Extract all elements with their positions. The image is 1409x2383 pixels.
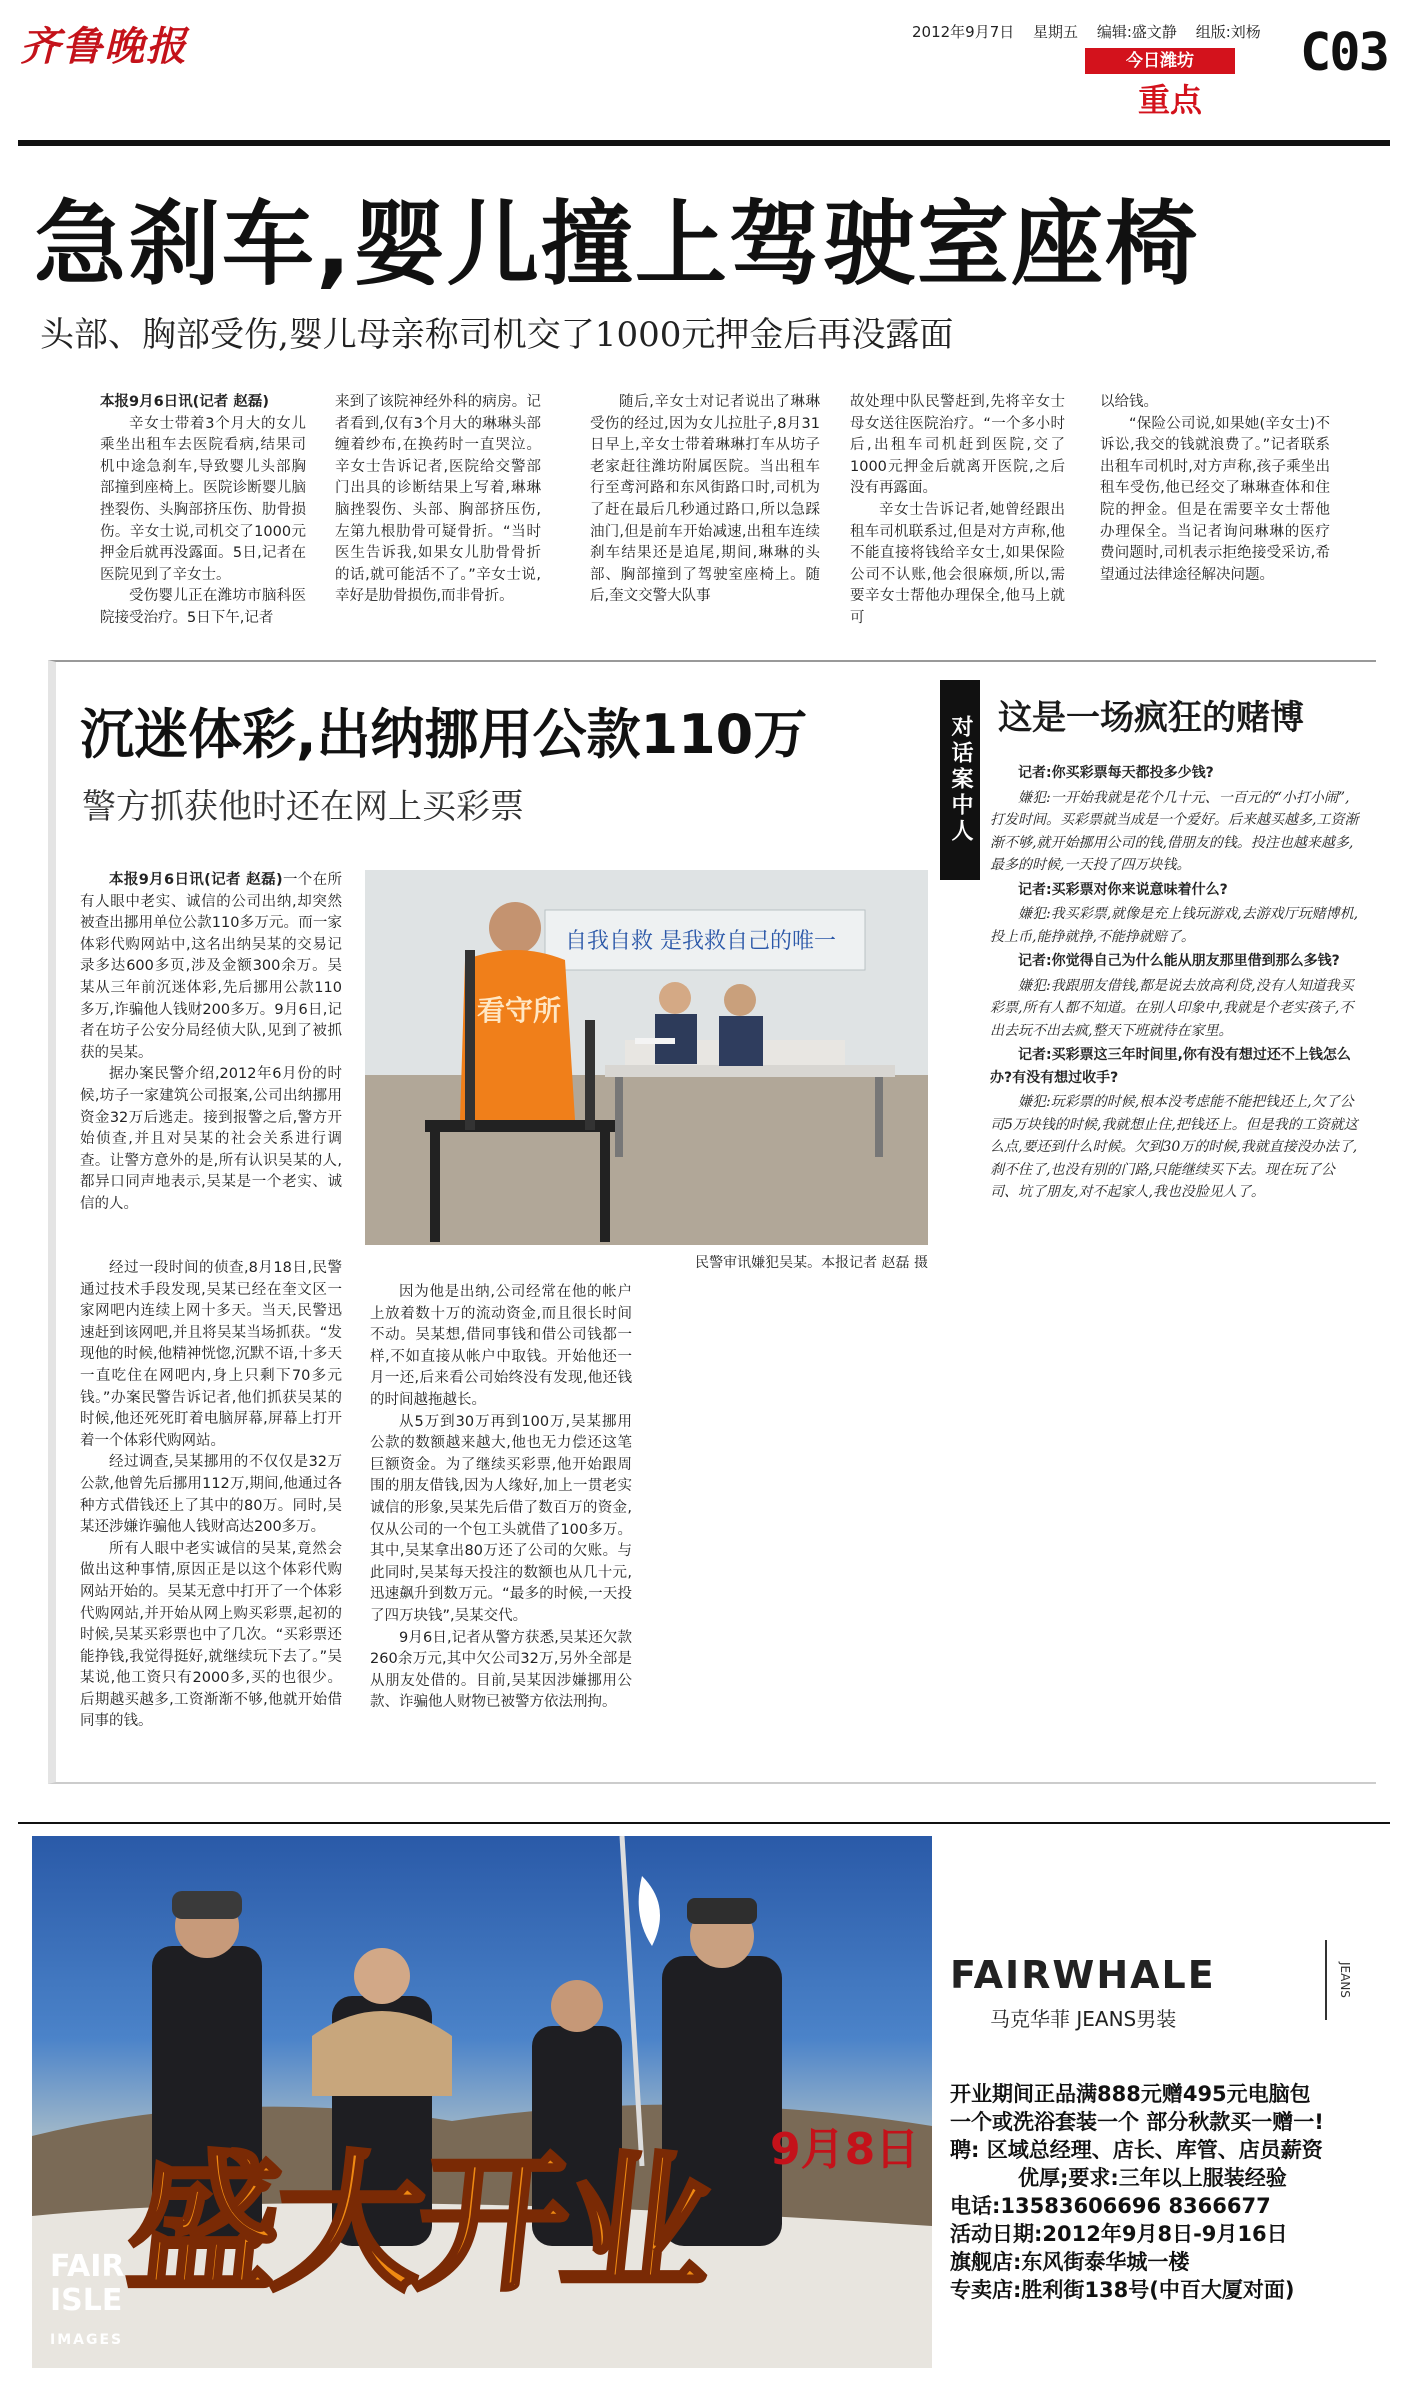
story1-paragraph: 辛女士告诉记者,她曾经跟出租车司机联系过,但是对方声称,他不能直接将钱给辛女士,如果保险公司不认账,他会很麻烦,所以,需要辛女士帮他办理保全,他马上就可 bbox=[850, 501, 1065, 624]
masthead: 齐鲁晚报 bbox=[20, 23, 188, 70]
news-photo bbox=[365, 870, 928, 1245]
issue-weekday: 星期五 bbox=[1033, 23, 1079, 41]
story2-paragraph: 经过一段时间的侦查,8月18日,民警通过技术手段发现,吴某已经在奎文区一家网吧内连续上网十多天。当天,民警迅速赶到该网吧,并且将吴某当场抓获。“发现他的时候,他精神恍惚,沉默不语,十多天一直吃住在网吧内,身上只剩下70多元钱。”办案民警告诉记者,他们抓获吴某的时候,他还死死盯着电脑屏幕,屏幕上打开着一个体彩代购网站。 bbox=[80, 1260, 342, 1449]
story1-subhead: 头部、胸部受伤,婴儿母亲称司机交了1000元押金后再没露面 bbox=[40, 315, 954, 355]
brand-logo: FAIRWHALE bbox=[950, 1953, 1216, 1997]
vest-text: 看守所 bbox=[477, 994, 562, 1027]
story1-paragraph: 来到了该院神经外科的病房。记者看到,仅有3个月大的琳琳头部缠着纱布,在换药时一直哭泣。辛女士告诉记者,医院给交警部门出具的诊断结果上写着,琳琳脑挫裂伤、头部、胸部挤压伤,左第九根肋骨可疑骨折。“当时医生告诉我,如果女儿肋骨骨折的话,就可能活不了。”辛女士说,幸好是肋骨损伤,而非骨折。 bbox=[335, 394, 541, 605]
story2-paragraph: 所有人眼中老实诚信的吴某,竟然会做出这种事情,原因正是以这个体彩代购网站开始的。吴某无意中打开了一个体彩代购网站,并开始从网上购买彩票,起初的时候,吴某买彩票也中了几次。“买彩票还能挣钱,我觉得挺好,就继续玩下去了。”吴某说,他工资只有2000多,买的也很少。后期越买越多,工资渐渐不够,他就开始借同事的钱。 bbox=[80, 1540, 342, 1730]
photo-watermark: FAIR ISLE IMAGES bbox=[50, 2249, 125, 2348]
story2-column-b bbox=[80, 1258, 342, 1763]
story2-paragraph: 据办案民警介绍,2012年6月份的时候,坊子一家建筑公司报案,公司出纳挪用资金32万后逃走。接到报警之后,警方开始侦查,并且对吴某的社会关系进行调查。让警方意外的是,所有认识吴某的人,都异口同声地表示,吴某是一个老实、诚信的人。 bbox=[80, 1066, 342, 1212]
story2-column-c bbox=[370, 1282, 632, 1762]
story2-paragraph: 经过调查,吴某挪用的不仅仅是32万公款,他曾先后挪用112万,期间,他通过各种方式借钱还上了其中的80万。同时,吴某还涉嫌诈骗他人钱财高达200多万。 bbox=[80, 1454, 342, 1536]
qa-question: 记者:买彩票这三年时间里,你有没有想过还不上钱怎么办?有没有想过收手? bbox=[990, 1047, 1351, 1086]
ad-line: 聘: 区域总经理、店长、库管、店员薪资 bbox=[950, 2138, 1323, 2162]
qa-answer: 嫌犯:玩彩票的时候,根本没考虑能不能把钱还上,欠了公司5万块钱的时候,我就想止住,把钱还上。但是我的工资就这么点,要还到什么时候。欠到30万的时候,我就直接没办法了,刹不住了,也没有别的门路,只能继续买下去。现在玩了公司、坑了朋友,对不起家人,我也没脸见人了。 bbox=[990, 1094, 1358, 1200]
story1-headline: 急刹车,婴儿撞上驾驶室座椅 bbox=[34, 191, 1199, 298]
qa-answer: 嫌犯:我跟朋友借钱,都是说去放高利贷,没有人知道我买彩票,所有人都不知道。在别人印象中,我就是个老实孩子,不出去玩不出去疯,整天下班就待在家里。 bbox=[990, 977, 1354, 1039]
qa-question: 记者:你觉得自己为什么能从朋友那里借到那么多钱? bbox=[1018, 953, 1340, 969]
issue-date: 2012年9月7日 bbox=[912, 23, 1015, 41]
qa-answer: 嫌犯:我买彩票,就像是充上钱玩游戏,去游戏厅玩赌博机,投上币,能挣就挣,不能挣就赔了。 bbox=[990, 906, 1359, 945]
photo-caption: 民警审讯嫌犯吴某。本报记者 赵磊 摄 bbox=[695, 1255, 928, 1271]
story1-paragraph: 随后,辛女士对记者说出了琳琳受伤的经过,因为女儿拉肚子,8月31日早上,辛女士带着琳琳打车从坊子老家赶往潍坊附属医院。当出租车行至鸢河路和东风街路口时,司机为了赶在最后几秒通过路口,所以急踩油门,但是前车开始减速,出租车连续刹车结果还是追尾,期间,琳琳的头部、胸部撞到了驾驶室座椅上。随后,奎文交警大队事 bbox=[590, 394, 820, 605]
story1-paragraph: 辛女士带着3个月大的女儿乘坐出租车去医院看病,结果司机中途急刹车,导致婴儿头部胸部撞到座椅上。医院诊断婴儿脑挫裂伤、头胸部挤压伤、肋骨损伤。辛女士说,司机交了1000元押金后就再没露面。5日,记者在医院见到了辛女士。 bbox=[100, 415, 306, 583]
story2-subhead: 警方抓获他时还在网上买彩票 bbox=[82, 787, 524, 827]
ad-promo-text bbox=[950, 2080, 1380, 2304]
story1-column-2 bbox=[335, 392, 541, 624]
key-tag: 重点 bbox=[1137, 81, 1202, 119]
interrogation-scene bbox=[365, 870, 928, 1245]
qa-question: 记者:你买彩票每天都投多少钱? bbox=[1018, 765, 1214, 781]
story2-paragraph: 因为他是出纳,公司经常在他的帐户上放着数十万的流动资金,而且很长时间不动。吴某想,借同事钱和借公司钱都一样,不如直接从帐户中取钱。开始他还一月一还,后来看公司始终没有发现,他还钱的时间越拖越长。 bbox=[370, 1284, 632, 1408]
editor-credit: 编辑:盛文静 bbox=[1096, 23, 1177, 41]
story2-column-a bbox=[80, 870, 342, 1250]
page-meta bbox=[912, 22, 1275, 42]
brand-jeans-mark: JEANS bbox=[1325, 1940, 1363, 2020]
brand-subtitle: 马克华菲 JEANS男装 bbox=[990, 2007, 1177, 2031]
story1-column-3 bbox=[590, 392, 820, 624]
header-rule bbox=[18, 140, 1390, 146]
story1-paragraph: 受伤婴儿正在潍坊市脑科医院接受治疗。5日下午,记者 bbox=[100, 588, 306, 624]
story1-byline: 本报9月6日讯(记者 赵磊) bbox=[100, 394, 269, 410]
ad-line: 一个或洗浴套装一个 部分秋款买一赠一! bbox=[950, 2110, 1324, 2134]
sidebar-qa bbox=[990, 762, 1360, 1762]
story2-headline: 沉迷体彩,出纳挪用公款110万 bbox=[80, 703, 808, 766]
story1-column-5 bbox=[1100, 392, 1330, 624]
sidebar-tag: 对话案中人 bbox=[940, 680, 980, 880]
layout-credit: 组版:刘杨 bbox=[1195, 23, 1261, 41]
story1-column-4 bbox=[850, 392, 1065, 624]
story2-paragraph: 本报9月6日讯(记者 赵磊)一个在所有人眼中老实、诚信的公司出纳,却突然被查出挪用单位公款110多万元。而一家体彩代购网站中,这名出纳吴某的交易记录多达600多页,涉及金额300余万。吴某从三年前沉迷体彩,先后挪用公款110多万,诈骗他人钱财200多万。9月6日,记者在坊子公安分局经侦大队,见到了被抓获的吴某。 bbox=[80, 872, 342, 1061]
ad-line: 活动日期:2012年9月8日-9月16日 bbox=[950, 2222, 1288, 2246]
ad-divider bbox=[18, 1822, 1390, 1824]
page-number: C03 bbox=[1300, 23, 1388, 83]
ad-headline: 盛大开业 bbox=[120, 2138, 716, 2312]
story1-paragraph: 故处理中队民警赶到,先将辛女士母女送往医院治疗。“一个多小时后,出租车司机赶到医院,交了1000元押金后就离开医院,之后没有再露面。 bbox=[850, 394, 1065, 497]
qa-answer: 嫌犯:一开始我就是花个几十元、一百元的“小打小闹”,打发时间。买彩票就当成是一个爱好。后来越买越多,工资渐渐不够,就开始挪用公司的钱,借朋友的钱。投注也越来越多,最多的时候,一天投了四万块钱。 bbox=[990, 789, 1359, 873]
ad-line: 专卖店:胜利街138号(中百大厦对面) bbox=[950, 2278, 1295, 2302]
ad-line: 开业期间正品满888元赠495元电脑包 bbox=[950, 2082, 1311, 2106]
wall-slogan: 自我自救 是我救自己的唯一 bbox=[565, 929, 836, 954]
ad-line: 优厚;要求:三年以上服装经验 bbox=[1018, 2166, 1287, 2190]
ad-date-badge: 9月8日 bbox=[770, 2124, 920, 2175]
sidebar-headline: 这是一场疯狂的赌博 bbox=[998, 698, 1304, 738]
section-tag: 今日潍坊 bbox=[1085, 48, 1235, 74]
story2-paragraph: 从5万到30万再到100万,吴某挪用公款的数额越来越大,他也无力偿还这笔巨额资金。为了继续买彩票,他开始跟周围的朋友借钱,因为人缘好,加上一贯老实诚信的形象,吴某先后借了数百万的资金,仅从公司的一个包工头就借了100多万。其中,吴某拿出80万还了公司的欠账。与此同时,吴某每天投注的数额也从几十元,迅速飙升到数万元。“最多的时候,一天投了四万块钱”,吴某交代。 bbox=[370, 1413, 632, 1624]
ad-line: 旗舰店:东风街泰华城一楼 bbox=[950, 2250, 1190, 2274]
story1-column-1 bbox=[100, 392, 306, 624]
story1-paragraph: “保险公司说,如果她(辛女士)不诉讼,我交的钱就浪费了。”记者联系出租车司机时,对方声称,孩子乘坐出租车受伤,他已经交了琳琳查体和住院的押金。但是在需要辛女士帮他办理保全。当记者询问琳琳的医疗费问题时,司机表示拒绝接受采访,希望通过法律途径解决问题。 bbox=[1100, 415, 1330, 583]
story2-paragraph: 9月6日,记者从警方获悉,吴某还欠款260余万元,其中欠公司32万,另外全部是从朋友处借的。目前,吴某因涉嫌挪用公款、诈骗他人财物已被警方依法刑拘。 bbox=[370, 1629, 632, 1711]
qa-question: 记者:买彩票对你来说意味着什么? bbox=[1018, 881, 1228, 898]
story1-paragraph: 以给钱。 bbox=[1100, 394, 1158, 410]
ad-line: 电话:13583606696 8366677 bbox=[950, 2194, 1271, 2218]
